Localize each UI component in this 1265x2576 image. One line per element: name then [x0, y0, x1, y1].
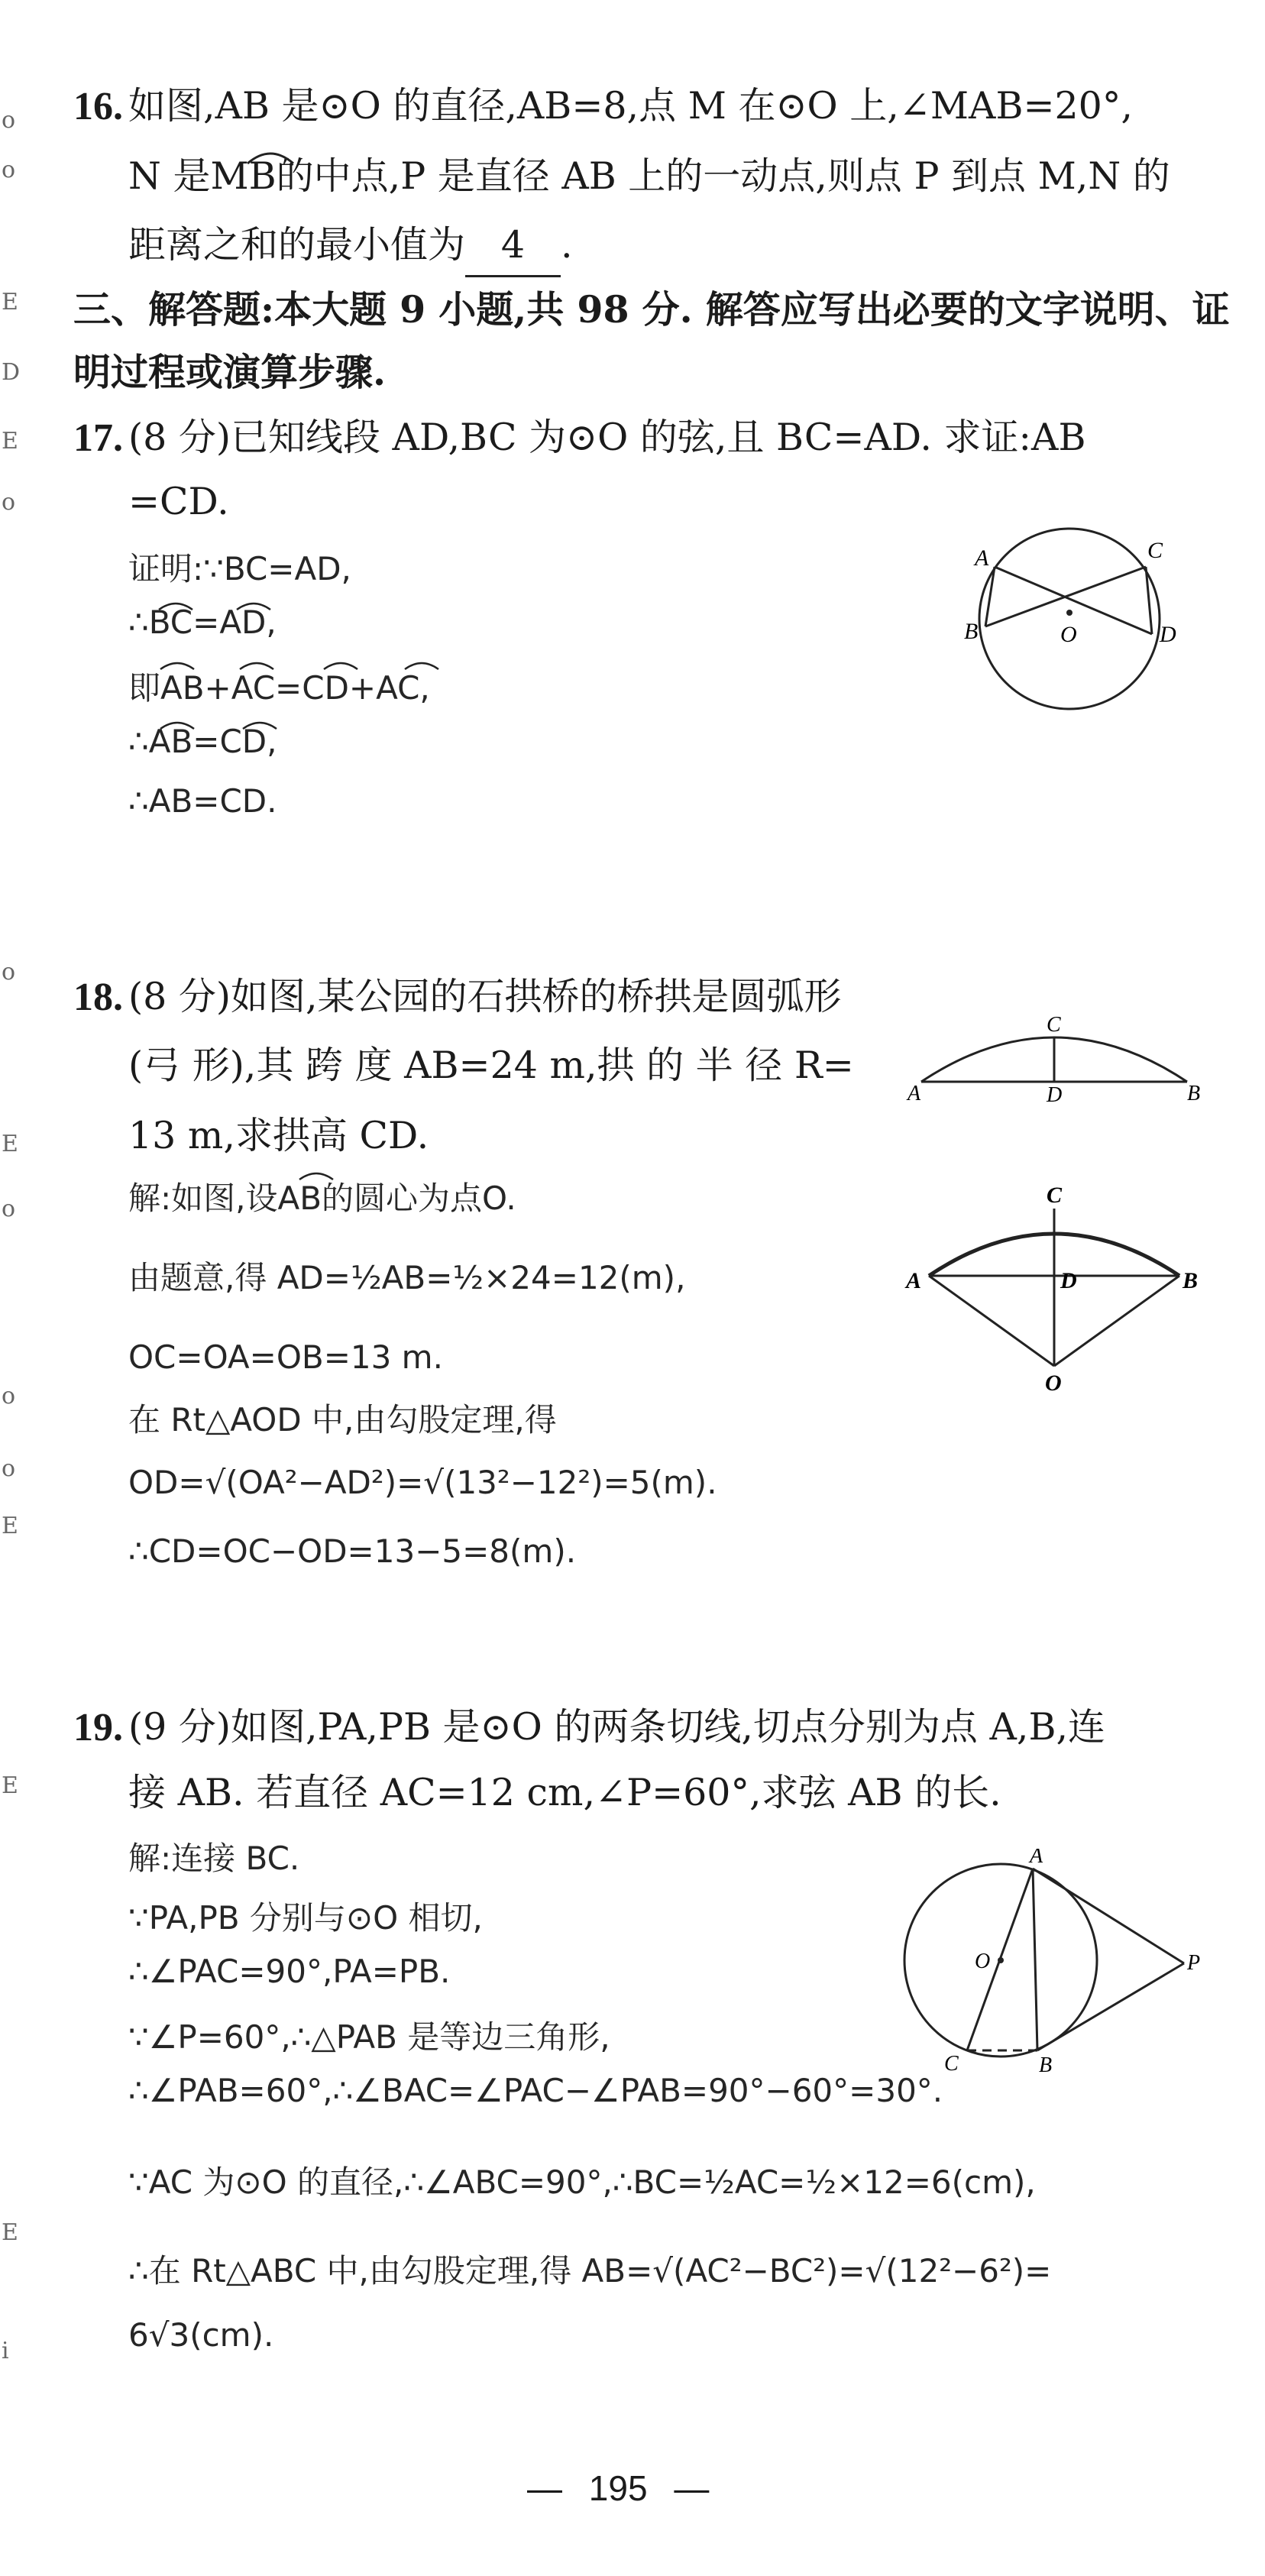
question-number: 17. [73, 416, 123, 460]
solution-line: ∴∠PAC=90°,PA=PB. [128, 1953, 451, 1990]
question-text-line: (8 分)如图,某公园的石拱桥的桥拱是圆弧形 [128, 975, 842, 1018]
label-A: A [1030, 1849, 1043, 1868]
center-point [998, 1957, 1004, 1963]
label-O: O [975, 1950, 991, 1973]
label-A: A [975, 545, 989, 571]
solution-line: 在 Rt△AOD 中,由勾股定理,得 [128, 1401, 557, 1438]
solution-line: ∵∠P=60°,∴△PAB 是等边三角形, [128, 2018, 610, 2056]
margin-mark: o [2, 107, 16, 134]
solution-line: 由题意,得 AD=½AB=½×24=12(m), [128, 1259, 686, 1296]
arc-mark [246, 148, 295, 165]
question-text-line: (弓 形),其 跨 度 AB=24 m,拱 的 半 径 R= [128, 1044, 854, 1087]
label-D: D [1047, 1083, 1063, 1107]
footer-dash: — [674, 2468, 710, 2508]
label-O: O [1045, 1371, 1062, 1396]
label-P: P [1187, 1951, 1201, 1975]
figure-19-tangents [886, 1849, 1207, 2078]
question-text-line [128, 215, 573, 277]
margin-mark: i [2, 2338, 9, 2364]
label-D: D [1160, 622, 1176, 647]
margin-mark: E [2, 1772, 18, 1799]
section-header-line: 三、解答题:本大题 9 小题,共 98 分. 解答应写出必要的文字说明、证 [73, 287, 1230, 332]
solution-line: ∵PA,PB 分别与⊙O 相切, [128, 1899, 483, 1937]
question-number: 18. [73, 976, 123, 1019]
arc-mark [157, 597, 226, 611]
margin-mark: D [2, 359, 21, 386]
solution-line: ∴AB=CD. [128, 782, 277, 820]
label-B: B [964, 619, 979, 644]
label-C: C [1047, 1183, 1063, 1208]
question-text-line: =CD. [128, 480, 229, 523]
label-B: B [1187, 1082, 1201, 1105]
tangent-PA [1033, 1869, 1184, 1963]
fill-in-prompt: 距离之和的最小值为 [128, 223, 466, 267]
question-number: 16. [73, 85, 123, 128]
label-C: C [1047, 1016, 1061, 1037]
arc-mark [402, 657, 448, 671]
figure-18-arch [901, 1016, 1207, 1108]
margin-mark: o [2, 1383, 16, 1409]
solution-line: ∴∠PAB=60°,∴∠BAC=∠PAC−∠PAB=90°−60°=30°. [128, 2072, 943, 2109]
margin-mark: E [2, 289, 18, 316]
question-text-line: N 是MB的中点,P 是直径 AB 上的一动点,则点 P 到点 M,N 的 [128, 154, 1170, 198]
question-text-line: (8 分)已知线段 AD,BC 为⊙O 的弦,且 BC=AD. 求证:AB [128, 416, 1086, 459]
radius-OA [929, 1276, 1054, 1366]
arc-mark [296, 1167, 342, 1181]
label-A: A [907, 1082, 921, 1105]
margin-mark: E [2, 1513, 18, 1539]
margin-mark: o [2, 157, 16, 183]
question-text-line: 接 AB. 若直径 AC=12 cm,∠P=60°,求弦 AB 的长. [128, 1771, 1001, 1814]
label-B: B [1182, 1268, 1199, 1293]
label-D: D [1060, 1268, 1077, 1293]
chord-BC [985, 567, 1146, 626]
solution-line: ∴AB=CD, [128, 723, 277, 760]
question-text-line: (9 分)如图,PA,PB 是⊙O 的两条切线,切点分别为点 A,B,连 [128, 1705, 1106, 1749]
solution-line: ∵AC 为⊙O 的直径,∴∠ABC=90°,∴BC=½AC=½×12=6(cm), [128, 2163, 1036, 2201]
solution-line: ∴BC=AD, [128, 604, 277, 641]
solution-line: 解:如图,设AB的圆心为点O. [128, 1180, 516, 1217]
section-header-line: 明过程或演算步骤. [73, 350, 387, 394]
answer-blank: 4 [465, 215, 561, 277]
figure-18-solution [901, 1176, 1207, 1398]
question-text-line: 如图,AB 是⊙O 的直径,AB=8,点 M 在⊙O 上,∠MAB=20°, [128, 84, 1133, 128]
solution-line: OC=OA=OB=13 m. [128, 1338, 443, 1376]
solution-line: 证明:∵BC=AD, [128, 550, 351, 587]
label-B: B [1039, 2053, 1053, 2077]
solution-line: 即AB+AC=CD+AC, [128, 669, 430, 707]
margin-mark: o [2, 1455, 16, 1482]
margin-mark: E [2, 2219, 18, 2246]
label-C: C [944, 2052, 959, 2076]
tangent-PB [1037, 1963, 1184, 2050]
solution-line: OD=√(OA²−AD²)=√(13²−12²)=5(m). [128, 1464, 717, 1501]
solution-line: 解:连接 BC. [128, 1840, 300, 1877]
page-number-footer [527, 2468, 709, 2509]
arc-mark [157, 717, 203, 730]
label-C: C [1147, 538, 1163, 563]
center-point [1066, 610, 1072, 616]
margin-mark: o [2, 1196, 16, 1222]
margin-mark: E [2, 1131, 18, 1157]
question-text-line: 13 m,求拱高 CD. [128, 1114, 429, 1157]
solution-line: 6√3(cm). [128, 2316, 274, 2354]
period: . [561, 223, 573, 267]
margin-mark: o [2, 959, 16, 985]
arc-mark [237, 657, 283, 671]
figure-17-circle-chords [947, 519, 1192, 726]
arc-mark [157, 657, 203, 671]
margin-mark: E [2, 428, 18, 455]
footer-dash: — [527, 2468, 562, 2508]
label-O: O [1060, 622, 1077, 647]
arc-mark [321, 657, 367, 671]
question-number: 19. [73, 1706, 123, 1749]
solution-line: ∴CD=OC−OD=13−5=8(m). [128, 1532, 577, 1570]
arc-mark [240, 717, 286, 730]
arc-mark [226, 597, 295, 611]
margin-mark: o [2, 489, 16, 516]
solution-line: ∴在 Rt△ABC 中,由勾股定理,得 AB=√(AC²−BC²)=√(12²−6²)= [128, 2252, 1052, 2290]
label-A: A [906, 1268, 922, 1293]
chord-AB [1033, 1869, 1037, 2050]
page-number: 195 [588, 2468, 648, 2508]
